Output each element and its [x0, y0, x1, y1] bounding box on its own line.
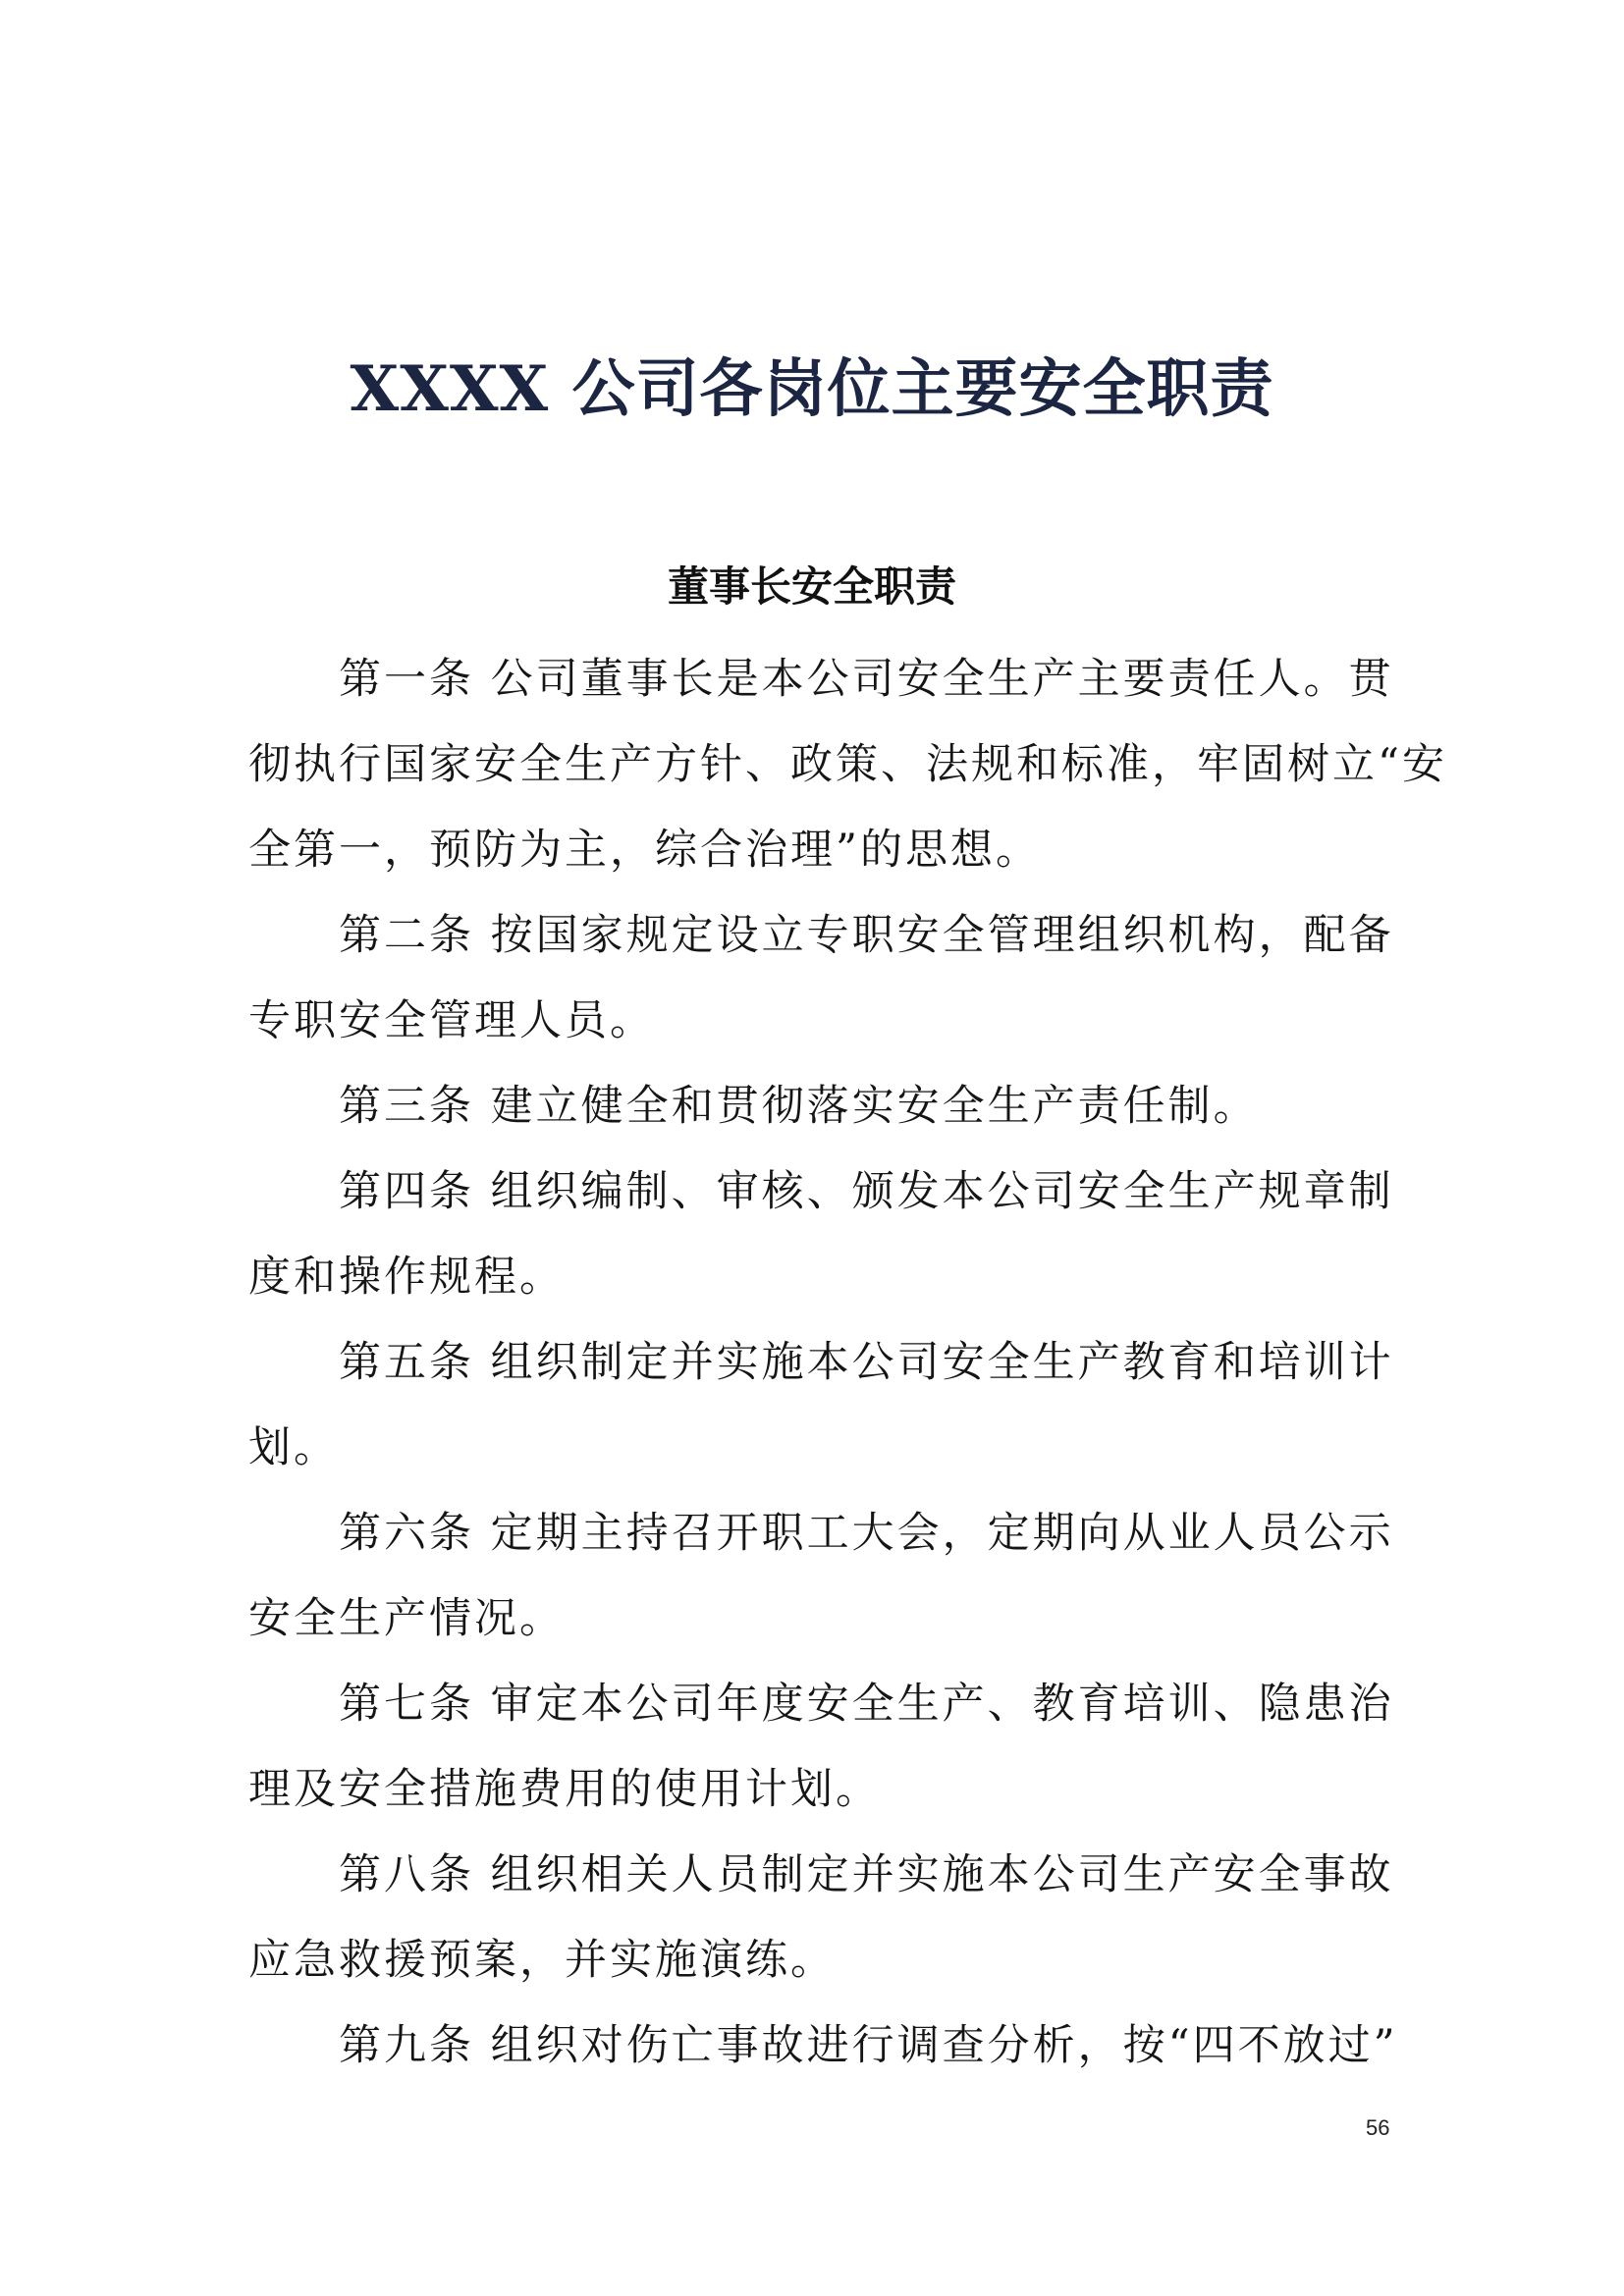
section-title: 董事长安全职责: [667, 562, 956, 611]
article-9-line-1: 第九条 组织对伤亡事故进行调查分析，按“四不放过”: [339, 2021, 1398, 2070]
article-2-line-2: 专职安全管理人员。: [248, 996, 655, 1045]
article-4-line-2: 度和操作规程。: [248, 1253, 565, 1302]
article-2-line-1: 第二条 按国家规定设立专职安全管理组织机构，配备: [339, 911, 1394, 960]
article-7-line-1: 第七条 审定本公司年度安全生产、教育培训、隐患治: [339, 1680, 1394, 1729]
article-5-line-2: 划。: [248, 1423, 339, 1472]
page-number: 56: [1366, 2115, 1390, 2140]
article-3-line-1: 第三条 建立健全和贯彻落实安全生产责任制。: [339, 1082, 1259, 1131]
article-6-line-1: 第六条 定期主持召开职工大会，定期向从业人员公示: [339, 1509, 1394, 1558]
article-6-line-2: 安全生产情况。: [248, 1594, 565, 1643]
article-1-line-3: 全第一，预防为主，综合治理”的思想。: [248, 826, 1041, 875]
article-4-line-1: 第四条 组织编制、审核、颁发本公司安全生产规章制: [339, 1167, 1394, 1216]
article-1-line-2: 彻执行国家安全生产方针、政策、法规和标准，牢固树立“安: [248, 740, 1447, 789]
article-8-line-1: 第八条 组织相关人员制定并实施本公司生产安全事故: [339, 1850, 1394, 1899]
document-title: XXXX 公司各岗位主要安全职责: [350, 352, 1274, 426]
article-1-line-1: 第一条 公司董事长是本公司安全生产主要责任人。贯: [339, 655, 1394, 704]
article-8-line-2: 应急救援预案，并实施演练。: [248, 1936, 836, 1985]
article-7-line-2: 理及安全措施费用的使用计划。: [248, 1765, 881, 1814]
article-5-line-1: 第五条 组织制定并实施本公司安全生产教育和培训计: [339, 1338, 1394, 1387]
